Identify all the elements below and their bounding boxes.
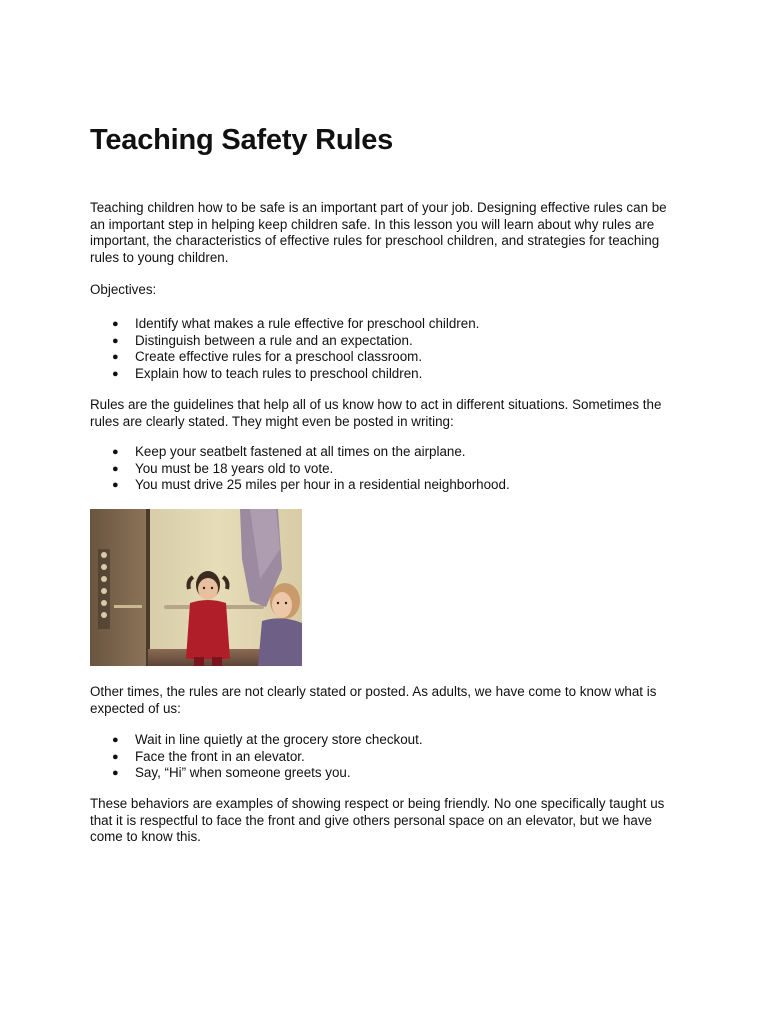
list-item: ● Explain how to teach rules to preschool children. — [112, 365, 423, 381]
list-item: ● Keep your seatbelt fastened at all times on the airplane. — [112, 444, 466, 459]
list-item: ● Face the front in an elevator. — [112, 748, 305, 764]
bullet-icon: ● — [112, 734, 119, 746]
page-title: Teaching Safety Rules — [90, 124, 394, 156]
list-item: ● You must be 18 years old to vote. — [112, 460, 334, 476]
stated-rules-list — [90, 444, 680, 494]
other-times-paragraph: Other times, the rules are not clearly stated or posted. As adults, we have come to know what is expected of us: — [90, 684, 657, 716]
objectives-list — [90, 316, 680, 382]
bullet-icon: ● — [112, 479, 119, 492]
list-item: ● You must drive 25 miles per hour in a residential neighborhood. — [112, 477, 510, 493]
list-item: ● Create effective rules for a preschool classroom. — [112, 349, 423, 365]
bullet-icon: ● — [112, 318, 119, 330]
bullet-icon: ● — [112, 334, 119, 347]
bullet-icon: ● — [112, 462, 119, 475]
rules-paragraph: Rules are the guidelines that help all of us know how to act in different situations. Sometimes the rules are clearly stated. They might even be posted in writing: — [90, 397, 662, 429]
bullet-icon: ● — [112, 767, 119, 780]
bullet-icon: ● — [112, 351, 119, 364]
list-item: ● Identify what makes a rule effective for preschool children. — [112, 316, 480, 331]
bullet-icon: ● — [112, 446, 119, 458]
intro-paragraph: Teaching children how to be safe is an important part of your job. Designing effective rules can be an important step in helping keep children safe. In this lesson you will learn about why rules are important, the characteristics of effective rules for preschool children, and strategies for teaching rules to young children. — [90, 200, 667, 265]
list-item: ● Say, “Hi” when someone greets you. — [112, 765, 351, 781]
closing-paragraph: These behaviors are examples of showing respect or being friendly. No one specifically taught us that it is respectful to face the front and give others personal space on an elevator, but we have come to know this. — [90, 796, 665, 845]
list-item: ● Wait in line quietly at the grocery store checkout. — [112, 732, 423, 747]
bullet-icon: ● — [112, 367, 119, 380]
children-in-elevator-photo — [90, 509, 302, 666]
objectives-label: Objectives: — [90, 282, 157, 297]
list-item: ● Distinguish between a rule and an expectation. — [112, 332, 413, 348]
unstated-rules-list — [90, 732, 680, 782]
bullet-icon: ● — [112, 750, 119, 763]
